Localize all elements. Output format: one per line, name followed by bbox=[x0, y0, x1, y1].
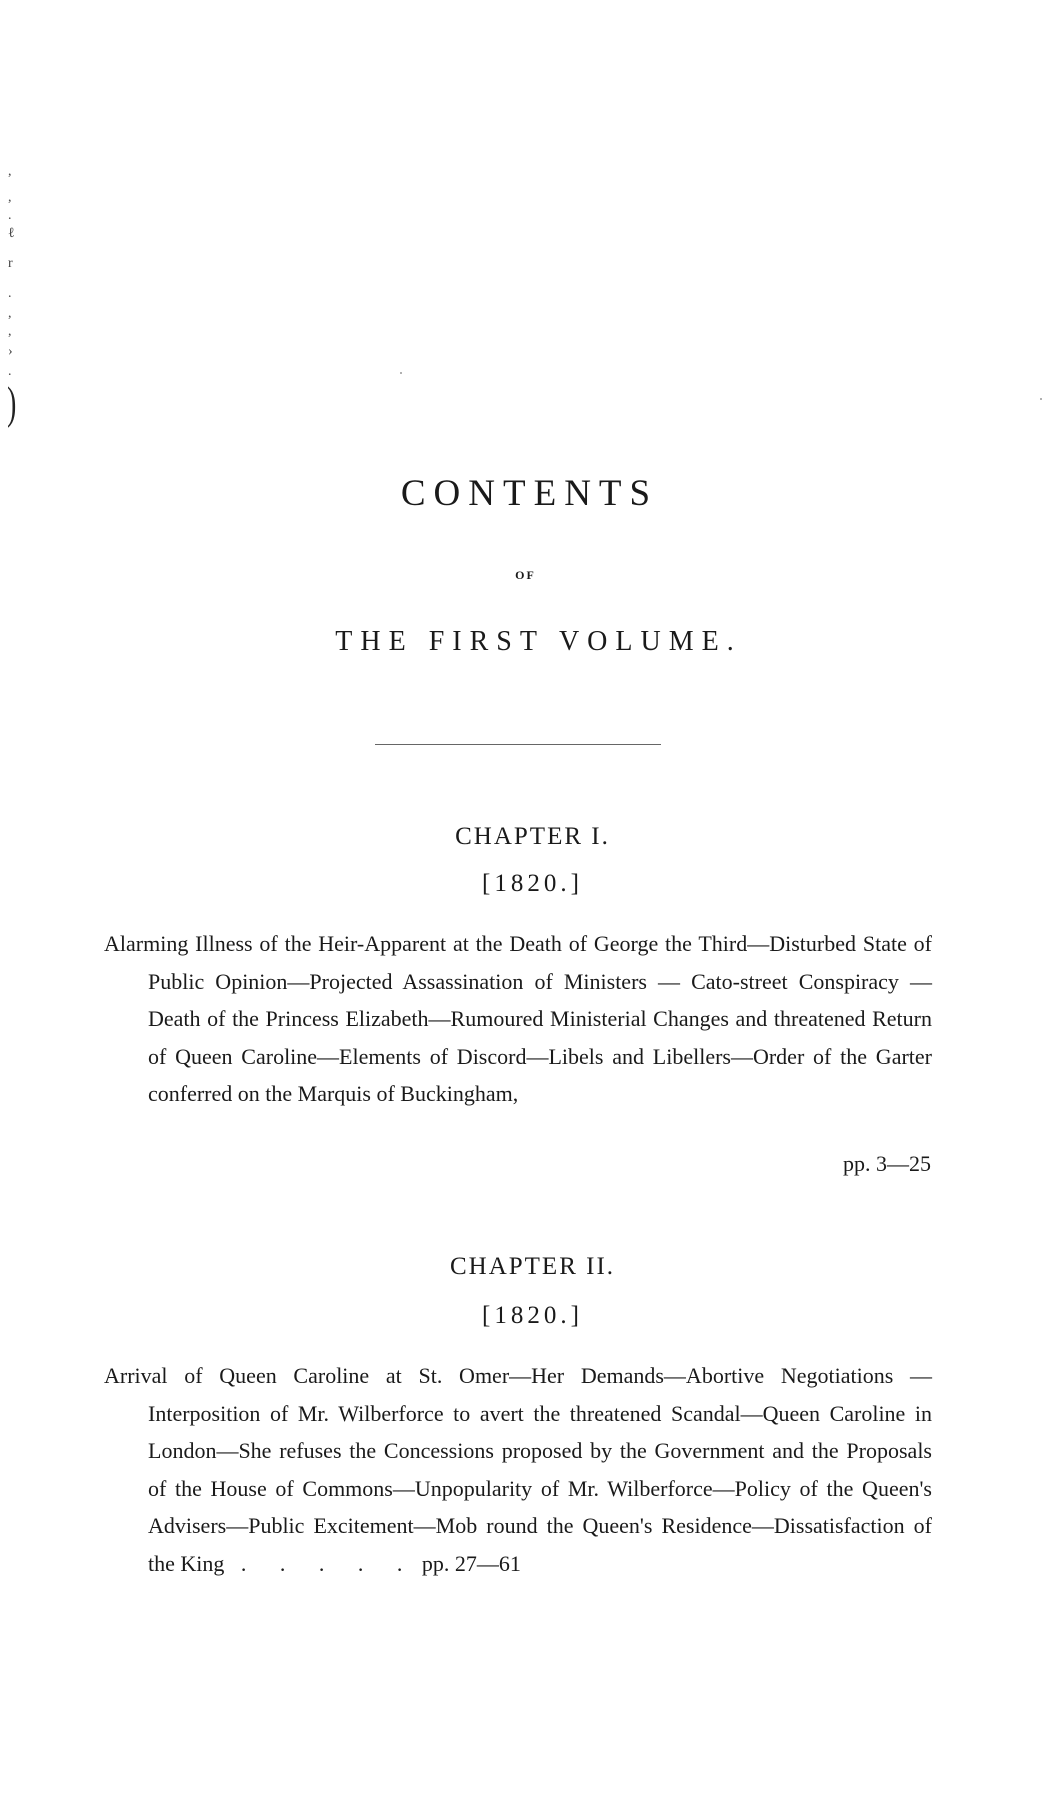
binding-marks: , , . ℓ r . , , › . ) bbox=[7, 164, 17, 428]
chapter-pages: pp. 27—61 bbox=[421, 1550, 521, 1576]
contents-title: CONTENTS bbox=[400, 473, 659, 514]
chapter-heading: CHAPTER I. bbox=[455, 823, 610, 850]
chapter-pages: pp. 3—25 bbox=[843, 1151, 931, 1176]
chapter-summary-text: Arrival of Queen Caroline at St. Omer—Her Demands—Abortive Negotiations — Interposition of Mr. Wilberforce to avert the threatened Scandal—Queen Caroline in London—She refuses the Concessions proposed by the Government and the Proposals of the House of Commons—Unpopularity of Mr. Wilberforce—Policy of the Queen's Advisers—Public Excitement—Mob round the Queen's Residence—Dissatisfaction of the King bbox=[104, 1363, 932, 1576]
page-speck bbox=[400, 372, 402, 374]
volume-heading: THE FIRST VOLUME. bbox=[335, 626, 742, 657]
chapter-year: [1820.] bbox=[482, 870, 583, 897]
page-speck bbox=[1040, 398, 1042, 400]
chapter-summary bbox=[104, 1357, 932, 1582]
chapter-heading: CHAPTER II. bbox=[449, 1253, 616, 1280]
chapter-year: [1820.] bbox=[482, 1302, 583, 1329]
dot-leader: . . . . . bbox=[240, 1550, 417, 1576]
chapter-summary: Alarming Illness of the Heir-Apparent at the Death of George the Third—Disturbed State of Public Opinion—Projected Assassination of Ministers — Cato-street Conspiracy — Death of the Princess Elizabeth—Rumoured Ministerial Changes and threatened Return of Queen Caroline—Elements of Discord—Libels and Libellers—Order of the Garter conferred on the Marquis of Buckingham, bbox=[104, 931, 932, 1106]
divider-rule bbox=[375, 744, 661, 745]
of-word: OF bbox=[515, 568, 536, 582]
